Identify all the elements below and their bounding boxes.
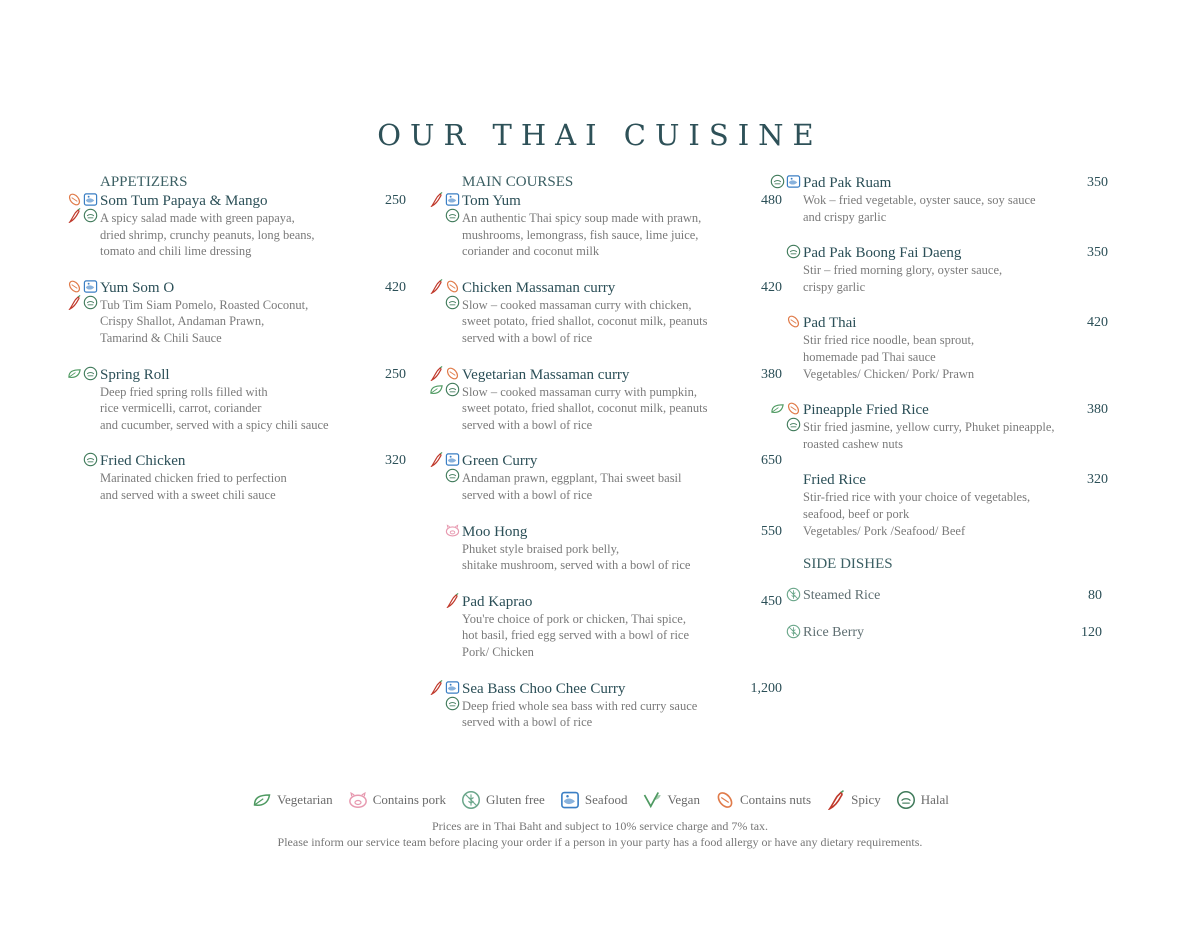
description-line: dried shrimp, crunchy peanuts, long beans, — [100, 227, 315, 242]
menu-item — [100, 279, 406, 347]
menu-item-header — [100, 452, 406, 470]
menu-item-price: 380 — [761, 366, 782, 382]
menu-item-name: Pad Thai — [803, 315, 857, 332]
legend-item — [895, 790, 949, 810]
menu-item — [462, 279, 782, 347]
seafood-icon — [83, 192, 98, 207]
menu-item-header — [803, 587, 1108, 605]
description-line: coriander and coconut milk — [462, 244, 600, 259]
legend-item — [641, 790, 700, 810]
menu-item — [462, 523, 782, 574]
menu-item-description — [803, 332, 1108, 382]
halal-icon — [445, 468, 460, 483]
seafood-icon — [559, 790, 581, 810]
description-line: Vegetables/ Chicken/ Pork/ Prawn — [803, 366, 975, 381]
description-line: mushrooms, lemongrass, fish sauce, lime juice, — [462, 227, 699, 242]
legend-label: Halal — [920, 792, 949, 807]
menu-item-header — [803, 401, 1108, 419]
spicy-icon — [429, 366, 444, 381]
halal-icon — [786, 417, 801, 432]
footnote-line-2: Please inform our service team before placing your order if a person in your party has a food allergy or have any dietary requirements. — [277, 835, 923, 849]
dietary-icons — [424, 680, 460, 711]
description-line: served with a bowl of rice — [462, 715, 593, 730]
menu-item-name: Pad Kaprao — [462, 593, 533, 610]
seafood-icon — [83, 279, 98, 294]
menu-item-description — [462, 470, 782, 503]
menu-item-name: Pad Pak Boong Fai Daeng — [803, 245, 962, 262]
menu-item — [100, 192, 406, 260]
legend-label: Contains pork — [372, 792, 446, 807]
menu-item-price: 80 — [1088, 588, 1102, 604]
menu-item-name: Sea Bass Choo Chee Curry — [462, 680, 626, 697]
halal-icon — [895, 790, 917, 810]
halal-icon — [445, 696, 460, 711]
description-line: and served with a sweet chili sauce — [100, 487, 276, 502]
nuts-icon — [786, 401, 801, 416]
description-line: You're choice of pork or chicken, Thai spice, — [462, 611, 686, 626]
legend-item — [460, 790, 545, 810]
page-title: OUR THAI CUISINE — [377, 118, 823, 152]
menu-item-name: Green Curry — [462, 453, 538, 470]
dietary-icons — [765, 624, 801, 639]
menu-item-price: 420 — [385, 279, 406, 295]
description-line: hot basil, fried egg served with a bowl of rice — [462, 628, 690, 643]
menu-item-name: Spring Roll — [100, 366, 170, 383]
menu-item-price: 380 — [1087, 402, 1108, 418]
dietary-icons — [424, 279, 460, 310]
vegan-icon — [641, 790, 663, 810]
menu-item-price: 420 — [1087, 315, 1108, 331]
seafood-icon — [445, 192, 460, 207]
dietary-icons — [765, 174, 801, 189]
description-line: tomato and chili lime dressing — [100, 244, 252, 259]
menu-item — [803, 314, 1108, 382]
halal-icon — [83, 366, 98, 381]
menu-item-header — [803, 314, 1108, 332]
menu-item-price: 450 — [761, 593, 782, 609]
halal-icon — [445, 295, 460, 310]
description-line: Phuket style braised pork belly, — [462, 541, 620, 556]
footnote-line-1: Prices are in Thai Baht and subject to 10% service charge and 7% tax. — [431, 819, 769, 833]
description-line: crispy garlic — [803, 279, 866, 294]
spicy-icon — [429, 279, 444, 294]
spicy-icon — [67, 208, 82, 223]
description-line: Stir fried jasmine, yellow curry, Phuket pineapple, — [803, 420, 1055, 435]
description-line: shitake mushroom, served with a bowl of rice — [462, 558, 691, 573]
section-title: MAIN COURSES — [462, 174, 574, 190]
menu-item-description — [803, 192, 1108, 225]
description-line: Stir fried rice noodle, bean sprout, — [803, 333, 975, 348]
menu-item-description — [803, 262, 1108, 295]
description-line: seafood, beef or pork — [803, 506, 910, 521]
menu-item-price: 350 — [1087, 245, 1108, 261]
spicy-icon — [67, 295, 82, 310]
description-line: Slow – cooked massaman curry with chicken, — [462, 297, 692, 312]
menu-item-price: 120 — [1081, 625, 1102, 641]
menu-item-description — [100, 384, 406, 434]
menu-item-header — [462, 523, 782, 541]
menu-item-price: 250 — [385, 193, 406, 208]
dietary-icons — [62, 279, 98, 310]
legend-label: Gluten free — [486, 792, 545, 807]
menu-item-header — [803, 174, 1108, 192]
footnote — [0, 818, 1200, 850]
menu-item-name: Moo Hong — [462, 523, 528, 540]
menu-item-price: 420 — [761, 279, 782, 295]
menu-item-description — [462, 611, 782, 661]
menu-item-price: 650 — [761, 453, 782, 469]
menu-item — [462, 452, 782, 503]
menu-item — [803, 244, 1108, 295]
menu-item — [803, 174, 1108, 225]
legend-label: Contains nuts — [739, 792, 812, 807]
section-title: APPETIZERS — [100, 174, 188, 190]
menu-item-header — [462, 192, 782, 210]
description-line: and crispy garlic — [803, 209, 887, 224]
description-line: Deep fried spring rolls filled with — [100, 384, 268, 399]
description-line: sweet potato, fried shallot, coconut milk, peanuts — [462, 401, 708, 416]
halal-icon — [83, 452, 98, 467]
menu-item-header — [803, 244, 1108, 262]
pork-icon — [445, 523, 460, 538]
menu-item-price: 320 — [1087, 472, 1108, 488]
menu-item — [100, 452, 406, 503]
menu-item-header — [462, 452, 782, 470]
description-line: Pork/ Chicken — [462, 644, 534, 659]
description-line: Crispy Shallot, Andaman Prawn, — [100, 314, 265, 329]
dietary-icons — [765, 314, 801, 329]
menu-item-name: Chicken Massaman curry — [462, 279, 616, 296]
menu-item-description — [462, 698, 782, 731]
menu-column-3 — [803, 174, 1108, 661]
spicy-icon — [429, 452, 444, 467]
menu-item-header — [803, 471, 1108, 489]
dietary-icons — [424, 523, 460, 538]
pork-icon — [347, 790, 369, 810]
menu-item-header — [462, 680, 782, 698]
menu-item — [462, 680, 782, 731]
description-line: A spicy salad made with green papaya, — [100, 211, 295, 225]
side-dish-item — [803, 624, 1108, 642]
description-line: Wok – fried vegetable, oyster sauce, soy sauce — [803, 193, 1036, 207]
nuts-icon — [445, 366, 460, 381]
description-line: Deep fried whole sea bass with red curry sauce — [462, 698, 698, 713]
description-line: Tamarind & Chili Sauce — [100, 330, 222, 345]
menu-item-name: Tom Yum — [462, 193, 521, 209]
menu-item-header — [100, 366, 406, 384]
menu-item-name: Pineapple Fried Rice — [803, 402, 929, 419]
dietary-icons — [62, 452, 98, 467]
description-line: An authentic Thai spicy soup made with prawn, — [462, 211, 702, 225]
menu-item — [462, 192, 782, 260]
dietary-icons — [62, 192, 98, 223]
dietary-icons — [424, 452, 460, 483]
menu-item-description — [803, 489, 1108, 539]
menu-column-2 — [462, 174, 782, 750]
menu-item-price: 320 — [385, 453, 406, 469]
dietary-legend — [0, 790, 1200, 810]
legend-label: Vegan — [667, 792, 700, 807]
description-line: Andaman prawn, eggplant, Thai sweet basil — [462, 471, 682, 486]
side-dish-item — [803, 587, 1108, 605]
description-line: homemade pad Thai sauce — [803, 349, 936, 364]
menu-item-header — [100, 192, 406, 210]
dietary-icons — [765, 587, 801, 602]
menu-item-header — [803, 624, 1108, 642]
menu-item-header — [462, 366, 782, 384]
dietary-icons — [424, 366, 460, 397]
menu-item-description — [803, 419, 1108, 452]
menu-item-price: 1,200 — [750, 680, 782, 696]
menu-item-price: 480 — [761, 193, 782, 208]
seafood-icon — [786, 174, 801, 189]
legend-label: Spicy — [851, 792, 881, 807]
menu-column-1 — [100, 174, 406, 523]
menu-item-price: 350 — [1087, 175, 1108, 190]
menu-item-header — [100, 279, 406, 297]
menu-item-description — [100, 210, 406, 260]
description-line: Slow – cooked massaman curry with pumpkin, — [462, 384, 698, 399]
halal-icon — [786, 244, 801, 259]
menu-item-name: Rice Berry — [803, 625, 865, 641]
description-line: served with a bowl of rice — [462, 417, 593, 432]
menu-item-header — [462, 279, 782, 297]
nuts-icon — [67, 279, 82, 294]
spicy-icon — [825, 790, 847, 810]
spicy-icon — [429, 680, 444, 695]
legend-item — [714, 790, 811, 810]
menu-item-name: Yum Som O — [100, 279, 175, 296]
legend-item — [825, 790, 881, 810]
menu-item-name: Som Tum Papaya & Mango — [100, 193, 268, 209]
description-line: and cucumber, served with a spicy chili sauce — [100, 417, 329, 432]
menu-item-description — [462, 297, 782, 347]
description-line: Marinated chicken fried to perfection — [100, 471, 287, 486]
menu-item — [803, 471, 1108, 539]
menu-item-description — [462, 541, 782, 574]
menu-item-header — [462, 593, 782, 611]
legend-label: Vegetarian — [277, 792, 333, 807]
vegetarian-icon — [429, 382, 444, 397]
nuts-icon — [445, 279, 460, 294]
menu-item-name: Pad Pak Ruam — [803, 175, 892, 191]
menu-item-name: Steamed Rice — [803, 588, 881, 604]
nuts-icon — [67, 192, 82, 207]
menu-item-description — [462, 384, 782, 434]
dietary-icons — [765, 244, 801, 259]
menu-item-name: Vegetarian Massaman curry — [462, 366, 630, 383]
legend-item — [347, 790, 446, 810]
description-line: Stir – fried morning glory, oyster sauce, — [803, 263, 1003, 278]
description-line: sweet potato, fried shallot, coconut milk, peanuts — [462, 314, 708, 329]
description-line: served with a bowl of rice — [462, 487, 593, 502]
menu-item — [100, 366, 406, 434]
seafood-icon — [445, 452, 460, 467]
legend-label: Seafood — [584, 792, 628, 807]
nuts-icon — [714, 790, 736, 810]
halal-icon — [445, 382, 460, 397]
halal-icon — [445, 208, 460, 223]
menu-item — [462, 593, 782, 661]
description-line: rice vermicelli, carrot, coriander — [100, 401, 262, 416]
halal-icon — [770, 174, 785, 189]
description-line: served with a bowl of rice — [462, 330, 593, 345]
menu-item-description — [100, 470, 406, 503]
description-line: Tub Tim Siam Pomelo, Roasted Coconut, — [100, 297, 309, 312]
dietary-icons — [424, 192, 460, 223]
menu-item — [462, 366, 782, 434]
gluten-free-icon — [460, 790, 482, 810]
halal-icon — [83, 295, 98, 310]
legend-item — [251, 790, 333, 810]
section-title: SIDE DISHES — [803, 556, 893, 573]
spicy-icon — [429, 192, 444, 207]
gluten-free-icon — [786, 587, 801, 602]
menu-item-price: 250 — [385, 366, 406, 382]
dietary-icons — [62, 366, 98, 381]
vegetarian-icon — [67, 366, 82, 381]
menu-item-description — [100, 297, 406, 347]
legend-item — [559, 790, 628, 810]
spicy-icon — [445, 593, 460, 608]
description-line: Stir-fried rice with your choice of vegetables, — [803, 490, 1031, 505]
menu-item-price: 550 — [761, 523, 782, 539]
menu-item-description — [462, 210, 782, 260]
menu-item-name: Fried Chicken — [100, 453, 186, 470]
halal-icon — [83, 208, 98, 223]
vegetarian-icon — [251, 790, 273, 810]
dietary-icons — [765, 401, 801, 432]
vegetarian-icon — [770, 401, 785, 416]
description-line: roasted cashew nuts — [803, 436, 903, 451]
nuts-icon — [786, 314, 801, 329]
dietary-icons — [424, 593, 460, 608]
gluten-free-icon — [786, 624, 801, 639]
description-line: Vegetables/ Pork /Seafood/ Beef — [803, 523, 966, 538]
seafood-icon — [445, 680, 460, 695]
menu-item — [803, 401, 1108, 452]
menu-item-name: Fried Rice — [803, 472, 866, 489]
